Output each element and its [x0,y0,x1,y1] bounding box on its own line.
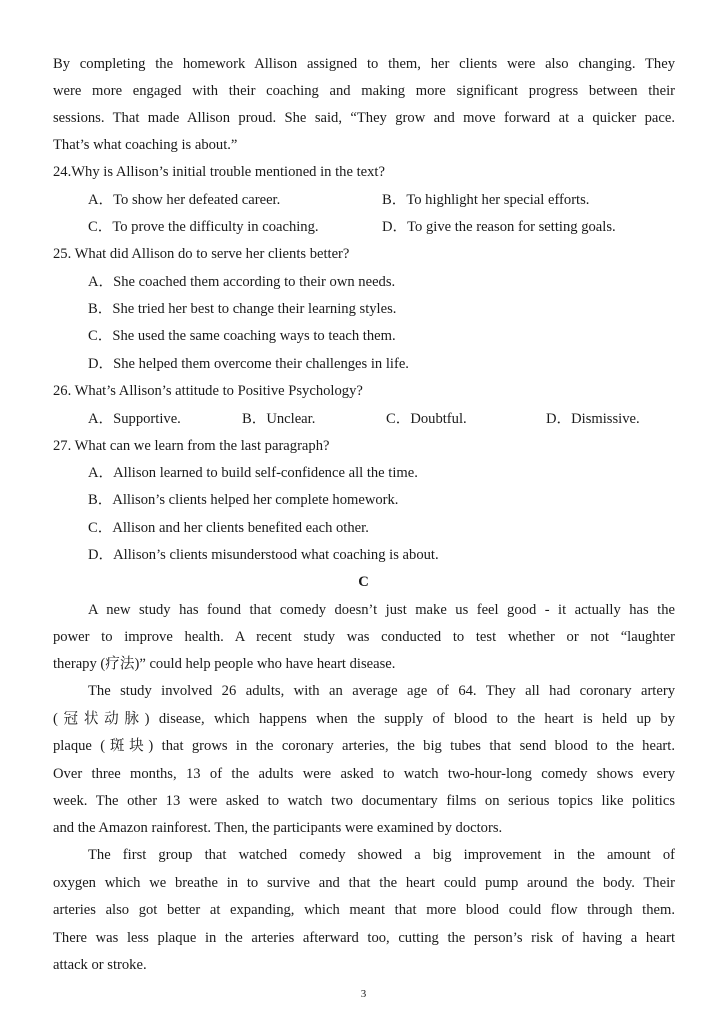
q24-option-d: D．To give the reason for setting goals. [382,219,616,235]
q24-option-a: A．To show her defeated career. [88,192,281,208]
passage-line: There was less plaque in the arteries afterward too, cutting the person’s risk of having a heart [53,930,675,946]
q26-option-d: D．Dismissive. [546,411,640,427]
q26-option-a: A．Supportive. [88,411,181,427]
section-title: C [358,574,369,590]
passage-line: Over three months, 13 of the adults were asked to watch two-hour-long comedy shows every [53,766,675,782]
passage-line: plaque (斑块) that grows in the coronary arteries, the big tubes that send blood to the heart. [53,738,675,754]
passage-line: power to improve health. A recent study was conducted to test whether or not “laughter [53,629,675,645]
q24-option-c: C．To prove the difficulty in coaching. [88,219,319,235]
q25-option-a: A．She coached them according to their own needs. [88,274,396,290]
passage-line: The study involved 26 adults, with an average age of 64. They all had coronary artery [88,683,675,699]
passage-line: week. The other 13 were asked to watch two documentary films on serious topics like politics [53,793,675,809]
passage-line: (冠状动脉) disease, which happens when the supply of blood to the heart is held up by [53,711,675,727]
q25-option-b: B．She tried her best to change their learning styles. [88,301,397,317]
question-27-stem: 27. What can we learn from the last paragraph? [53,438,330,454]
q25-option-c: C．She used the same coaching ways to teach them. [88,328,396,344]
passage-line: A new study has found that comedy doesn’t just make us feel good - it actually has the [88,602,675,618]
q27-option-b: B．Allison’s clients helped her complete homework. [88,492,399,508]
intro-line: were more engaged with their coaching and making more significant progress between their [53,83,675,99]
intro-line: sessions. That made Allison proud. She said, “They grow and move forward at a quicker pace. [53,110,675,126]
intro-line: By completing the homework Allison assigned to them, her clients were also changing. They [53,56,675,72]
passage-line: arteries also got better at expanding, which meant that more blood could flow through them. [53,902,675,918]
q26-option-c: C．Doubtful. [386,411,467,427]
q27-option-d: D．Allison’s clients misunderstood what coaching is about. [88,547,439,563]
question-26-stem: 26. What’s Allison’s attitude to Positive Psychology? [53,383,363,399]
q24-option-b: B．To highlight her special efforts. [382,192,590,208]
q27-option-a: A．Allison learned to build self-confidence all the time. [88,465,418,481]
q27-option-c: C．Allison and her clients benefited each other. [88,520,369,536]
question-24-stem: 24.Why is Allison’s initial trouble mentioned in the text? [53,164,385,180]
page-number: 3 [360,988,367,1000]
passage-line: The first group that watched comedy showed a big improvement in the amount of [88,847,675,863]
q25-option-d: D．She helped them overcome their challenges in life. [88,356,409,372]
passage-line: and the Amazon rainforest. Then, the participants were examined by doctors. [53,820,503,836]
q26-option-b: B．Unclear. [242,411,316,427]
passage-line: attack or stroke. [53,957,147,973]
passage-line: therapy (疗法)” could help people who have heart disease. [53,656,396,672]
passage-line: oxygen which we breathe in to survive and that the heart could pump around the body. Their [53,875,675,891]
intro-line: That’s what coaching is about.” [53,137,238,153]
question-25-stem: 25. What did Allison do to serve her clients better? [53,246,350,262]
